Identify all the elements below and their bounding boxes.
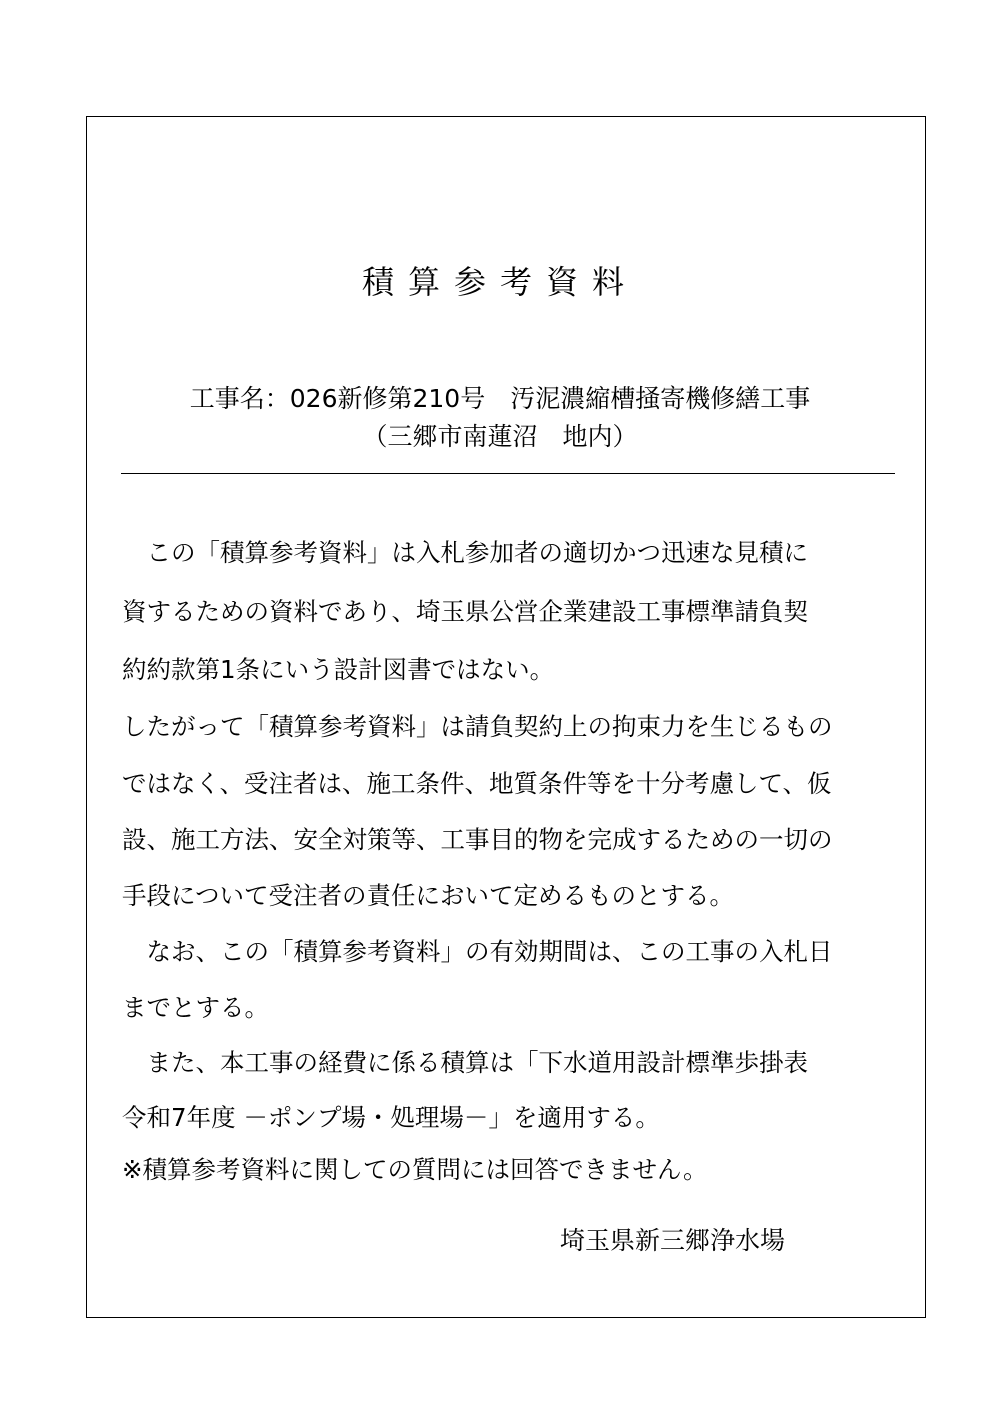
body-line: また、本工事の経費に係る積算は「下水道用設計標準歩掛表 — [122, 1048, 808, 1077]
body-line: 設、施工方法、安全対策等、工事目的物を完成するための一切の — [122, 825, 833, 854]
body-line: ではなく、受注者は、施工条件、地質条件等を十分考慮して、仮 — [122, 769, 832, 798]
document-title: 積算参考資料 — [361, 263, 638, 301]
body-line: なお、この「積算参考資料」の有効期間は、この工事の入札日 — [122, 937, 833, 966]
issuer-signature: 埼玉県新三郷浄水場 — [560, 1226, 786, 1255]
body-line: 資するための資料であり、埼玉県公営企業建設工事標準請負契 — [122, 597, 808, 626]
body-line: 手段について受注者の責任において定めるものとする。 — [122, 881, 735, 910]
project-name — [0, 380, 1000, 456]
body-line: ※積算参考資料に関しての質問には回答できません。 — [122, 1155, 708, 1184]
project-name-line-1: 工事名：026新修第210号 汚泥濃縮槽掻寄機修繕工事 — [189, 384, 811, 413]
divider-rule — [121, 473, 895, 474]
body-line: 令和7年度 －ポンプ場・処理場－」を適用する。 — [122, 1103, 660, 1132]
body-line: したがって「積算参考資料」は請負契約上の拘束力を生じるもの — [122, 712, 833, 741]
project-location-line: （三郷市南蓮沼 地内） — [362, 422, 638, 451]
body-line: この「積算参考資料」は入札参加者の適切かつ迅速な見積に — [122, 538, 808, 567]
body-line: までとする。 — [122, 993, 269, 1022]
body-line: 約約款第1条にいう設計図書ではない。 — [122, 655, 555, 684]
